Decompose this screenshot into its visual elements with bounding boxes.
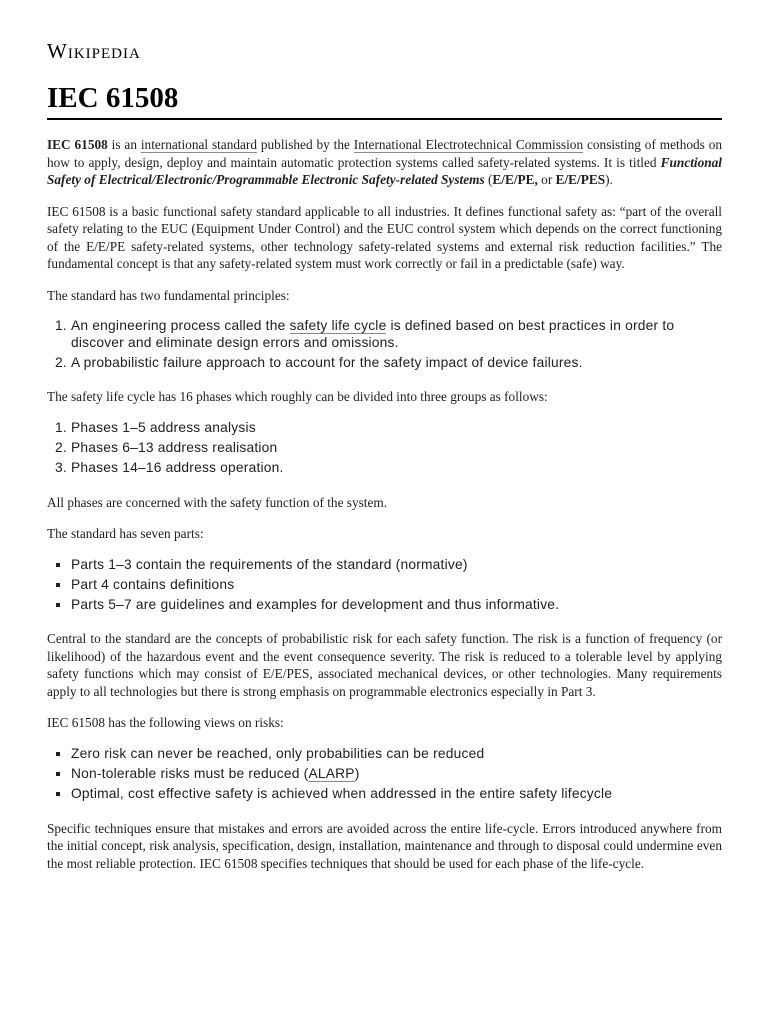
risk-2-text-b: ) xyxy=(354,765,360,781)
principles-intro: The standard has two fundamental principles: xyxy=(47,287,290,303)
parts-list xyxy=(47,557,722,614)
list-item: ▪ Parts 1–3 contain the requirements of the standard (normative) xyxy=(71,557,722,574)
article-page xyxy=(47,38,722,872)
list-item xyxy=(71,318,722,351)
phases-paragraph: All phases are concerned with the safety function of the system. xyxy=(47,494,388,510)
international-standard-link[interactable]: international standard xyxy=(140,137,257,152)
risk-views-list xyxy=(47,746,722,803)
techniques-paragraph: Specific techniques ensure that mistakes and errors are avoided across the entire life-cycle. Errors introduced anywhere from the initial concept, risk analysis, specification, design, installation, maintenance and through to disposal could undermine even the most reliable protection. IEC 61508 specifies techniques that should be used for each phase of the life-cycle. xyxy=(47,820,722,871)
list-item: ▪ Parts 5–7 are guidelines and examples for development and thus informative. xyxy=(71,597,722,614)
wikipedia-logo[interactable]: Wikipedia xyxy=(47,39,141,63)
intro-text-4: ( xyxy=(484,172,493,187)
intro-text-2: published by the xyxy=(257,137,354,152)
intro-abbr-eepes: E/E/PES xyxy=(555,172,606,187)
list-item: 3. Phases 14–16 address operation. xyxy=(71,460,722,477)
list-item: ▪ Zero risk can never be reached, only probabilities can be reduced xyxy=(71,746,722,763)
phases-list xyxy=(47,420,722,477)
list-item: ▪ Optimal, cost effective safety is achieved when addressed in the entire safety lifecycle xyxy=(71,786,722,803)
definition-paragraph: IEC 61508 is a basic functional safety standard applicable to all industries. It defines functional safety as: “part of the overall safety relating to the EUC (Equipment Under Control) and the EUC control system which depends on the correct functioning of the E/E/PE safety-related systems, other technology safety-related systems and external risk reduction facilities.” The fundamental concept is that any safety-related system must work correctly or fail in a predictable (safe) way. xyxy=(47,203,722,271)
parts-intro: The standard has seven parts: xyxy=(47,526,204,542)
safety-life-cycle-link[interactable]: safety life cycle xyxy=(289,318,387,333)
list-item xyxy=(71,766,722,783)
risk-views-intro: IEC 61508 has the following views on risks: xyxy=(47,715,284,731)
list-item: 2. Phases 6–13 address realisation xyxy=(71,440,722,457)
list-item: 1. Phases 1–5 address analysis xyxy=(71,420,722,437)
intro-text-6: ). xyxy=(605,172,613,187)
life-cycle-paragraph: The safety life cycle has 16 phases which roughly can be divided into three groups as follows: xyxy=(47,389,548,405)
iec-commission-link[interactable]: International Electrotechnical Commission xyxy=(353,137,584,152)
principle-1-text-a: An engineering process called the xyxy=(71,318,290,333)
list-item: ▪ Part 4 contains definitions xyxy=(71,577,722,594)
risk-paragraph: Central to the standard are the concepts of probabilistic risk for each safety function. The risk is a function of frequency (or likelihood) of the hazardous event and the event consequence severity. The risk is reduced to a tolerable level by applying safety functions which may consist of E/E/PES, associated mechanical devices, or other technologies. Many requirements apply to all technologies but there is strong emphasis on programmable electronics especially in Part 3. xyxy=(47,631,722,699)
intro-title-italic: Functional Safety of Electrical/Electronic/Programmable Electronic Safety-related Systems xyxy=(47,154,722,187)
alarp-link[interactable]: ALARP xyxy=(308,765,355,781)
principles-list xyxy=(47,318,722,371)
intro-text-3: consisting of methods on how to apply, design, deploy and maintain automatic protection systems called safety-related systems. It is titled xyxy=(47,137,722,170)
intro-paragraph xyxy=(47,136,722,189)
intro-text-1: is an xyxy=(107,137,141,152)
intro-text-5: or xyxy=(537,172,556,187)
intro-abbr-eepe: E/E/PE, xyxy=(492,172,538,187)
page-title: IEC 61508 xyxy=(47,80,722,120)
list-item: 2. A probabilistic failure approach to account for the safety impact of device failures. xyxy=(71,355,722,372)
risk-2-text-a: Non-tolerable risks must be reduced ( xyxy=(71,765,309,781)
intro-bold-term: IEC 61508 xyxy=(47,137,108,152)
principle-1-text-b: is defined based on best practices in order to discover and eliminate design errors and omissions. xyxy=(71,318,675,350)
